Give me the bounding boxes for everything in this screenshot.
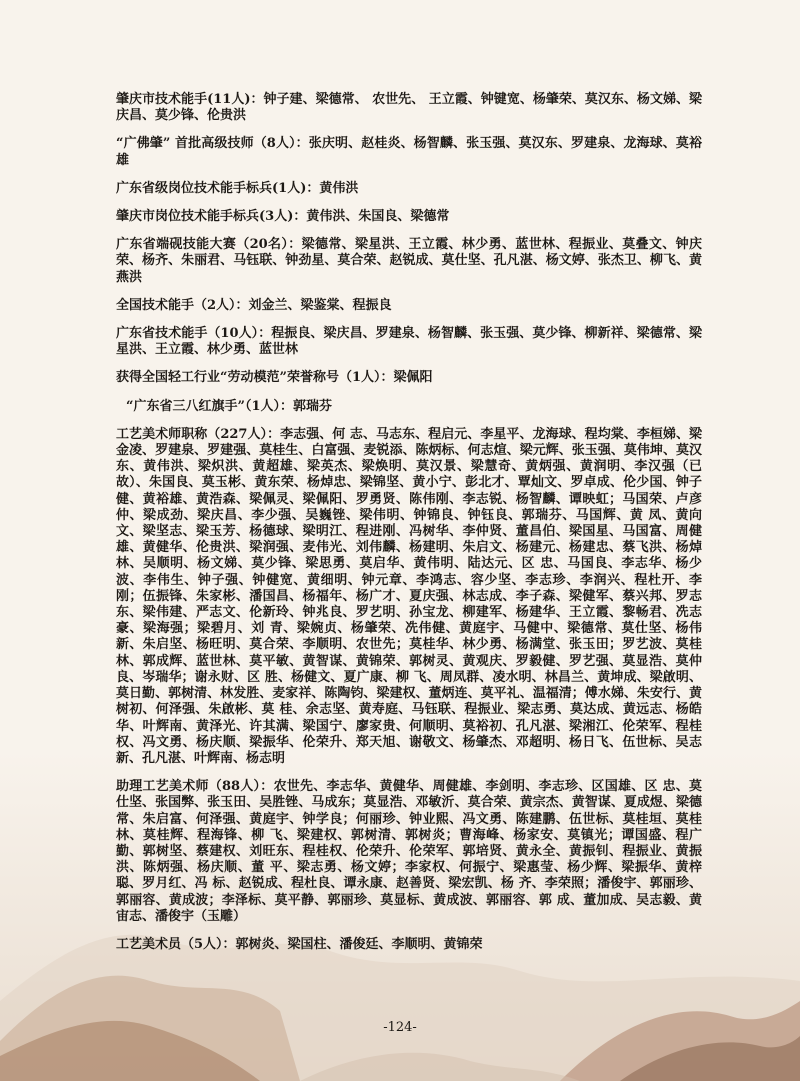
section-march-eighth-red-flag bbox=[116, 399, 702, 415]
name-list: 程振良、梁庆昌、罗建泉、杨智麟、张玉强、莫少锋、柳新祥、梁德常、梁星洪、王立霞、林少勇、蓝世林 bbox=[116, 326, 702, 358]
section-guangdong-technical-experts bbox=[116, 326, 702, 358]
section-heading: 全国技术能手（2人）： bbox=[116, 297, 249, 313]
section-inkstone-skills-contest bbox=[116, 237, 702, 286]
name-list: 刘金兰、梁鉴棠、程振良 bbox=[248, 297, 392, 313]
section-heading: 工艺美术员（5人）： bbox=[116, 936, 236, 952]
section-guangfozhao-senior-technicians bbox=[116, 136, 702, 168]
name-list: 黄伟洪、朱国良、梁德常 bbox=[306, 209, 450, 225]
section-guangdong-post-model bbox=[116, 181, 702, 197]
name-list: 郭树炎、梁国柱、潘俊廷、李顺明、黄锦荣 bbox=[235, 936, 483, 952]
section-heading: 肇庆市技术能手(11人)： bbox=[116, 92, 264, 107]
name-list: 张庆明、赵桂炎、杨智麟、张玉强、莫汉东、罗建泉、龙海球、莫裕雄 bbox=[116, 136, 702, 168]
section-heading: 获得全国轻工行业“劳动模范”荣誉称号（1人）： bbox=[116, 370, 394, 386]
section-zhaoqing-technical-experts bbox=[116, 92, 702, 124]
name-list: 梁德常、梁星洪、王立霞、林少勇、蓝世林、程振业、莫叠文、钟庆荣、杨齐、朱丽君、马钰联、钟劲星、莫合荣、赵锐成、莫仕坚、孔凡湛、杨文婷、张杰卫、柳飞、黄燕洪 bbox=[116, 237, 702, 285]
section-heading: 广东省技术能手（10人）： bbox=[116, 326, 272, 342]
section-heading: 工艺美术师职称（227人）： bbox=[116, 426, 281, 442]
section-heading: 助理工艺美术师（88人）： bbox=[116, 779, 274, 795]
section-zhaoqing-post-model bbox=[116, 209, 702, 225]
name-list: 郭瑞芬 bbox=[293, 398, 333, 414]
section-assistant-craft-artists bbox=[116, 779, 702, 925]
name-list: 农世先、李志华、黄健华、周健雄、李剑明、李志珍、区国雄、区 忠、莫仕坚、张国弊、张玉田、吴胜锉、马成东；莫显浩、邓敏沂、莫合荣、黄宗杰、黄智谋、夏成煜、梁德常、朱启富、何泽强、黄庭宇、钟学良；何丽珍、钟业熙、冯文勇、陈建鹏、伍世标、莫桂垣、莫桂林、莫桂辉、程海锋、柳 飞、梁建权、郭树清、郭树炎；曹海峰、杨家安、莫镇光；谭国盛、程广勤、郭树坚、蔡建权、刘旺东、程桂权、伦荣升、伦荣军、郭培贤、黄永全、黄振钊、程振业、黄振洪、陈炳强、杨庆顺、董 平、梁志勇、杨文婷；李家权、何振宁、梁惠莹、杨少辉、梁振华、黄梓聪、罗月红、冯 标、赵锐成、程杜良、谭永康、赵善贤、梁宏凯、杨 齐、李荣照；潘俊宇、郭丽珍、郭丽容、黄成波；李泽标、莫平静、郭丽珍、莫显标、黄成波、郭丽容、郭 成、董加成、吴志毅、黄宙志、潘俊宇（玉雕） bbox=[116, 779, 702, 924]
section-heading: “广东省三八红旗手”（1人）： bbox=[126, 398, 294, 414]
name-list: 钟子建、梁德常、 农世先、 王立霞、钟键宽、杨肇荣、莫汉东、杨文娣、梁庆昌、莫少锋、伦贵洪 bbox=[116, 92, 702, 124]
document-body bbox=[116, 92, 702, 965]
section-heading: “广佛肇” 首批高级技师（8人）： bbox=[116, 136, 309, 152]
section-national-technical-experts bbox=[116, 298, 702, 314]
name-list: 梁佩阳 bbox=[393, 370, 433, 386]
section-craft-art-staff bbox=[116, 937, 702, 953]
section-heading: 广东省端砚技能大赛（20名）： bbox=[116, 237, 302, 253]
section-national-labor-model bbox=[116, 370, 702, 386]
name-list: 黄伟洪 bbox=[319, 180, 359, 196]
section-craft-artists bbox=[116, 427, 702, 767]
page-number: -124- bbox=[383, 1020, 417, 1035]
section-heading: 肇庆市岗位技术能手标兵(3人)： bbox=[116, 209, 307, 225]
section-heading: 广东省级岗位技术能手标兵(1人)： bbox=[116, 180, 320, 196]
name-list: 李志强、何 志、马志东、程启元、李星平、龙海球、程均棠、李桓娣、梁金凌、罗建泉、罗建强、莫桂生、白富强、麦锐添、陈炳标、何志煊、梁元辉、张玉强、莫伟坤、莫汉东、黄伟洪、梁炽洪、黄超雄、梁英杰、梁焕明、莫汉景、梁慧奇、黄炳强、黄润明、李汉强（已故）、朱国良、莫玉彬、黄东荣、杨焯忠、梁锦坚、黄小宁、彭北才、覃灿文、罗卓成、伦少国、钟子健、黄裕雄、黄浩森、梁佩灵、梁佩阳、罗勇贤、陈伟刚、李志锐、杨智麟、谭映虹；马国荣、卢彦仲、梁成劲、梁庆昌、李少强、吴巍锉、梁伟明、钟锦良、钟钰良、郭瑞芬、马国辉、黄 凤、黄向文、梁坚志、梁玉芳、杨德球、梁明江、程进刚、冯树华、李仲贤、董昌伯、梁国星、马国富、周健雄、黄健华、伦贵洪、梁润强、麦伟光、刘伟麟、杨建明、朱启文、杨建元、杨建忠、蔡飞洪、杨焯林、吴顺明、杨文娣、莫少锋、梁思勇、莫启华、黄伟明、陆达元、区 忠、马国良、李志华、杨少波、李伟生、钟子强、钟健宽、黄细明、钟元章、李鸿志、容少坚、李志珍、李润兴、程杜开、李 刚；伍振锋、朱家彬、潘国昌、杨福年、杨广才、夏庆强、林志成、李子森、梁健军、蔡兴邦、罗志东、梁伟建、严志文、伦新玲、钟兆良、罗艺明、孙宝龙、柳建军、杨建华、王立霞、黎畅君、冼志豪、梁海强；梁碧月、刘 青、梁婉贞、杨肇荣、冼伟健、黄庭宇、马健中、梁德常、莫仕坚、杨伟新、朱启坚、杨旺明、莫合荣、李顺明、农世先；莫桂华、林少勇、杨满堂、张玉田；罗艺波、莫桂林、郭成辉、蓝世林、莫平敏、黄智谋、黄锦荣、郭树灵、黄观庆、罗毅健、罗艺强、莫显浩、莫仲良、岑瑞华；谢永财、区 胜、杨健文、夏广康、柳 飞、周凤群、凌水明、林昌兰、黄坤成、梁啟明、莫日勤、郭树清、林发胜、麦家祥、陈陶钧、梁建权、董炳连、莫平礼、温福清；傅水娣、朱安行、黄树初、何泽强、朱啟彬、莫 桂、余志坚、黄寿庭、马钰联、程振业、梁志勇、莫达成、黄远志、杨皓华、叶辉南、黄泽光、许其满、梁国宁、廖家贵、何顺明、莫裕初、孔凡湛、梁湘江、伦荣军、程桂权、冯文勇、杨庆顺、梁振华、伦荣升、郑天旭、谢敬文、杨肇杰、邓超明、杨日飞、伍世标、吴志新、孔凡湛、叶辉南、杨志明 bbox=[116, 426, 702, 766]
